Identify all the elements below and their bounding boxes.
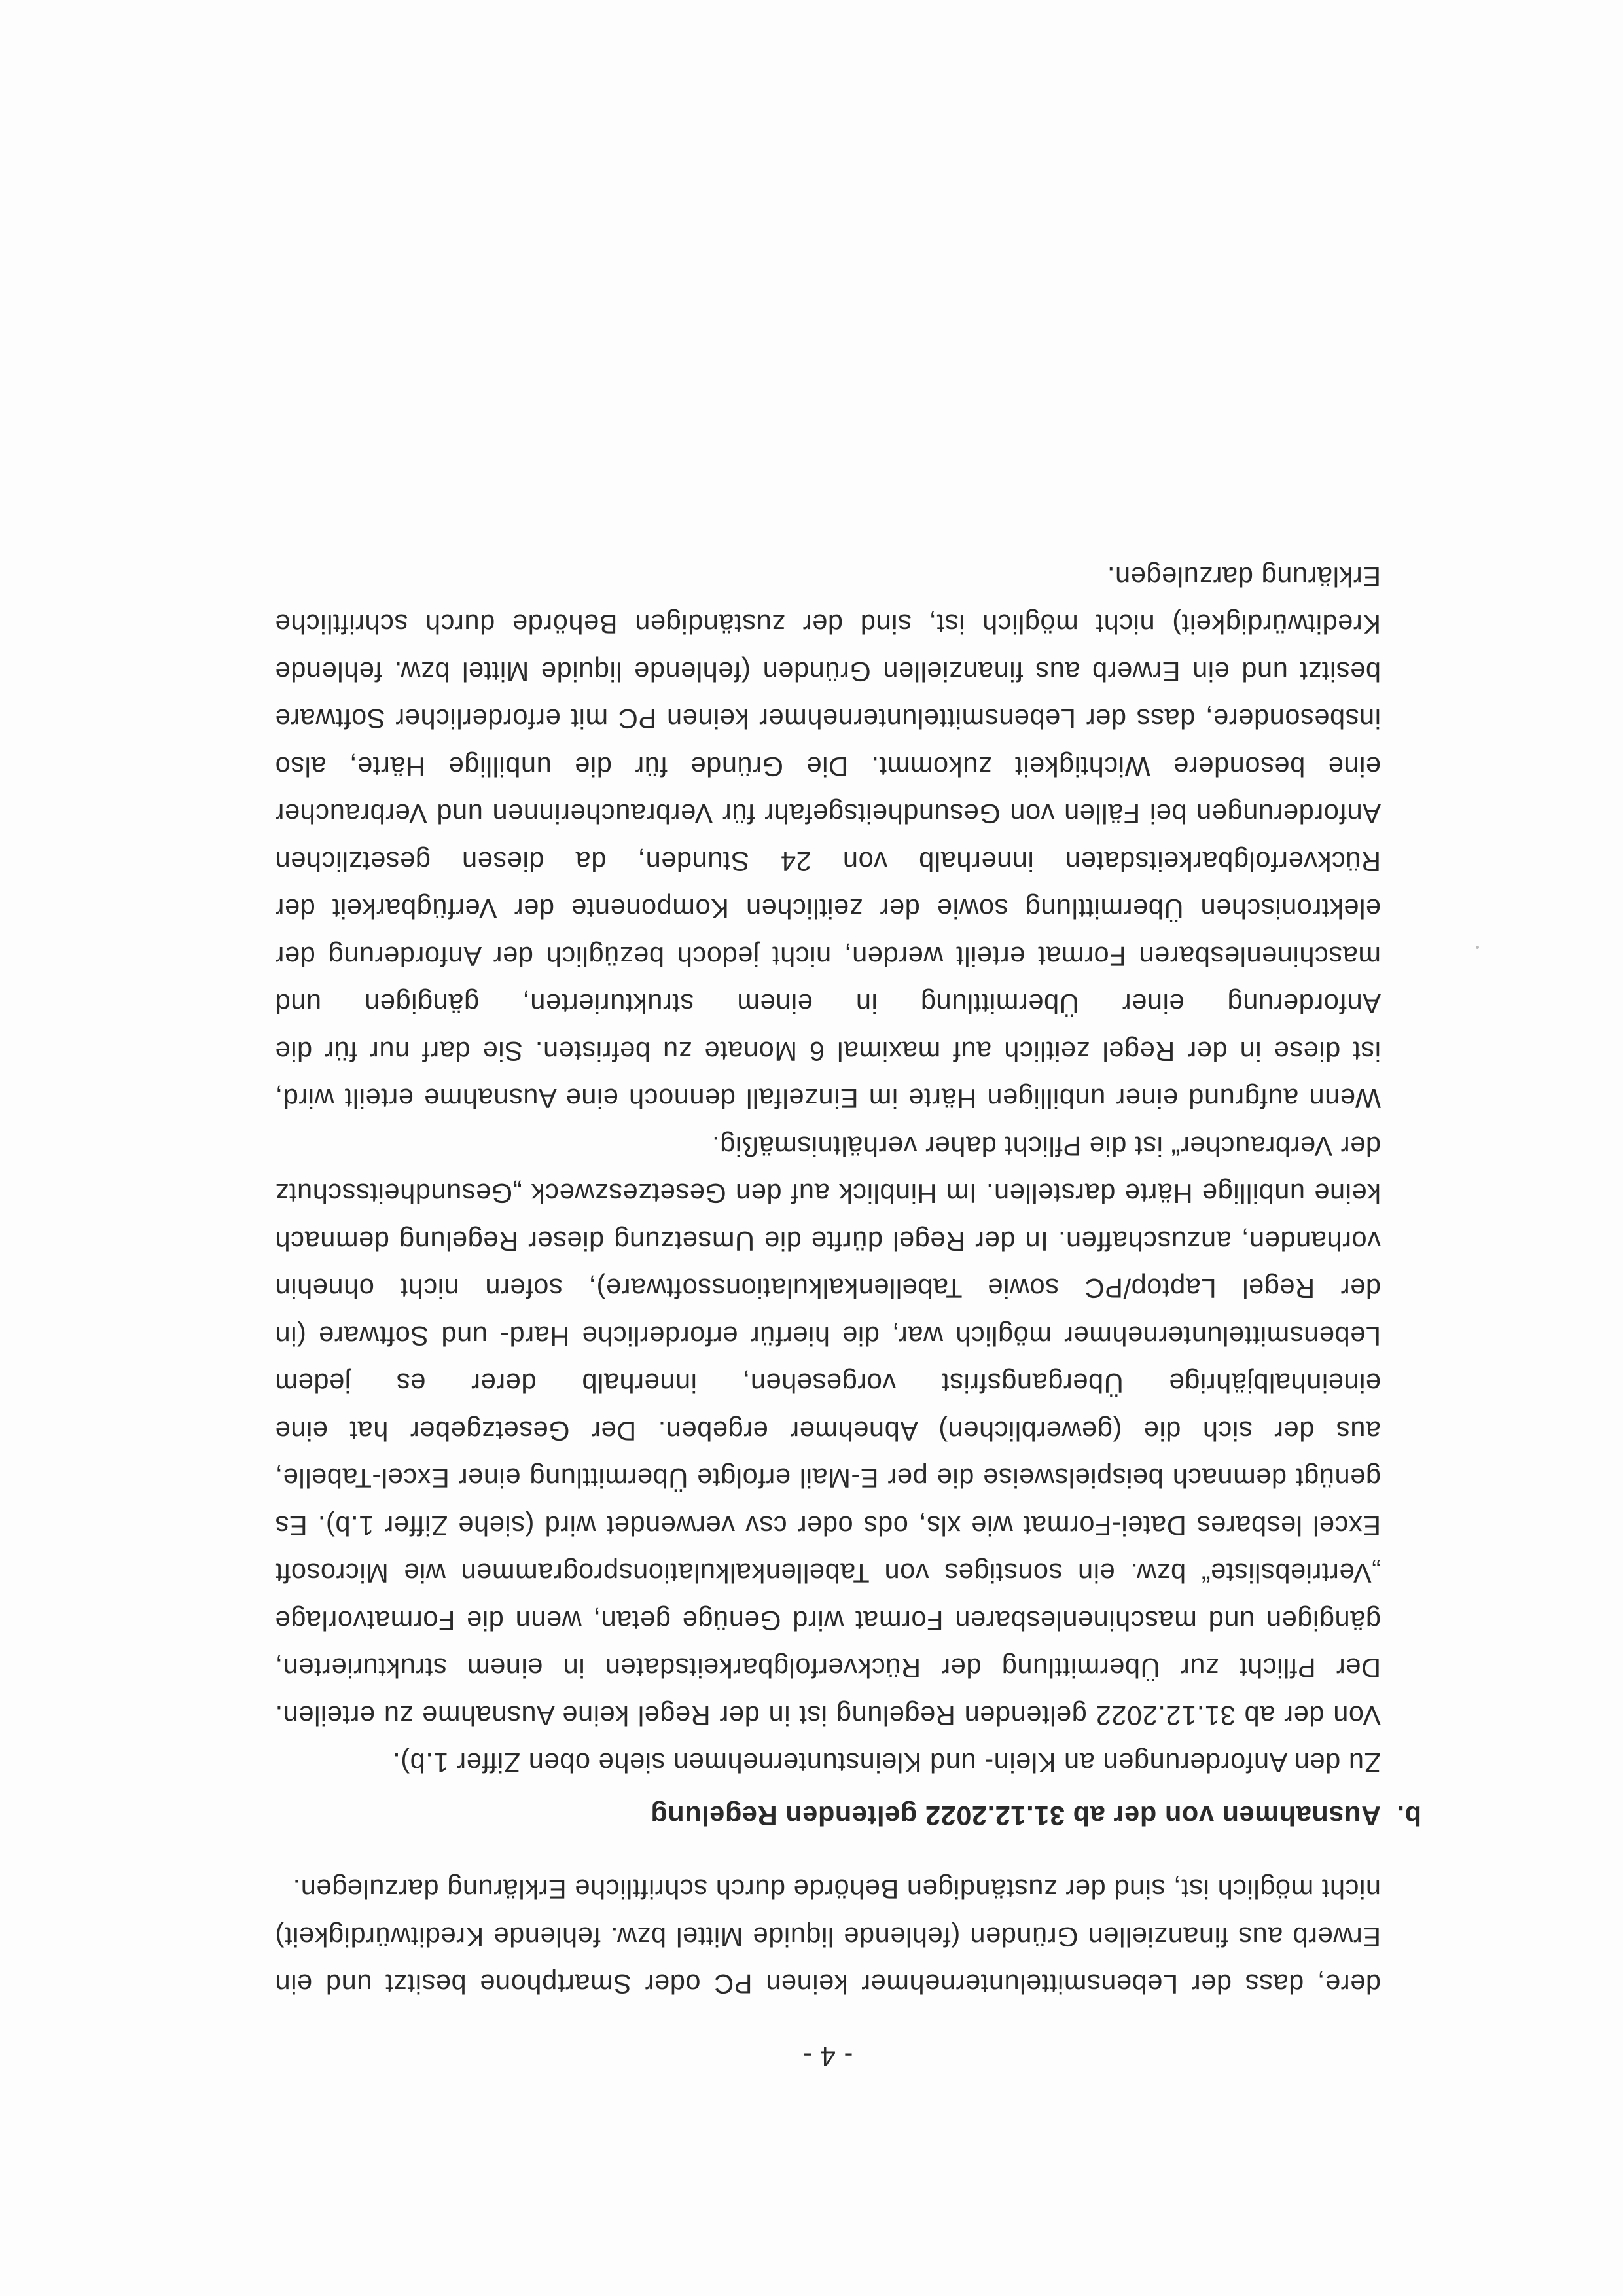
paragraph-exception-hardship: Wenn aufgrund einer unbilligen Härte im Einzelfall dennoch eine Ausnahme erteilt wird, ist diese in der Regel zeitlich auf maximal 6 Monate zu befristen. Sie darf nur für die Anforderung einer Übermittlung in einem strukturierten, gängigen und maschinenlesbaren Format erteilt werden, nicht jedoch bezüglich der Anforderung der elektronischen Übermittlung sowie der zeitlichen Komponente der Verfügbarkeit der Rückverfolgbarkeitsdaten innerhalb von 24 Stunden, da diesen gesetzlichen Anforderungen bei Fällen von Gesundheitsgefahr für Verbraucherinnen und Verbraucher eine besondere Wichtigkeit zukommt. Die Gründe für die unbillige Härte, also insbesondere, dass der Lebensmittelunternehmer keinen PC mit erforderlicher Software besitzt und ein Erwerb aus finanziellen Gründen (fehlende liquide Mittel bzw. fehlende Kreditwürdigkeit) nicht möglich ist, sind der zuständigen Behörde durch schriftliche Erklärung darzulegen. [275, 562, 1381, 1115]
paragraph-regulation-2022: Von der ab 31.12.2022 geltenden Regelung ist in der Regel keine Ausnahme zu erteilen. Der Pflicht zur Übermittlung der Rückverfolgbarkeitsdaten in einem strukturierten, gängigen und maschinenlesbaren Format wird Genüge getan, wenn die Formatvorlage „Vertriebsliste“ bzw. ein sonstiges von Tabellenkalkulationsprogrammen wie Microsoft Excel lesbares Datei-Format wie xls, ods oder csv verwendet wird (siehe Ziffer 1.b). Es genügt demnach beispielsweise die per E-Mail erfolgte Übermittlung einer Excel-Tabelle, aus der sich die (gewerblichen) Abnehmer ergeben. Der Gesetzgeber hat eine eineinhalbjährige Übergangsfrist vorgesehen, innerhalb derer es jedem Lebensmittelunternehmer möglich war, die hierfür erforderliche Hard- und Software (in der Regel Laptop/PC sowie Tabellenkalkulationssoftware), sofern nicht ohnehin vorhanden, anzuschaffen. In der Regel dürfte die Umsetzung dieser Regelung demnach keine unbillige Härte darstellen. Im Hinblick auf den Gesetzeszweck „Gesundheitsschutz der Verbraucher“ ist die Pflicht daher verhältnismäßig. [275, 1131, 1381, 1731]
section-b-title: Ausnahmen von der ab 31.12.2022 geltenden Regelung [650, 1801, 1381, 1831]
section-b-letter: b. [1396, 1801, 1421, 1831]
intro-continuation-paragraph: dere, dass der Lebensmittelunternehmer keinen PC oder Smartphone besitzt und ein Erwerb aus finanziellen Gründen (fehlende liquide Mittel bzw. fehlende Kreditwürdigkeit) nicht möglich ist, sind der zuständigen Behörde durch schriftliche Erklärung darzulegen. [275, 1874, 1381, 2000]
scan-speck [1476, 946, 1479, 949]
section-b-heading [275, 1792, 1421, 1840]
paragraph-small-businesses: Zu den Anforderungen an Klein- und Kleinstunternehmen siehe oben Ziffer 1.b). [392, 1748, 1381, 1779]
page-content [275, 553, 1421, 2081]
page-number: - 4 - [802, 2041, 853, 2072]
